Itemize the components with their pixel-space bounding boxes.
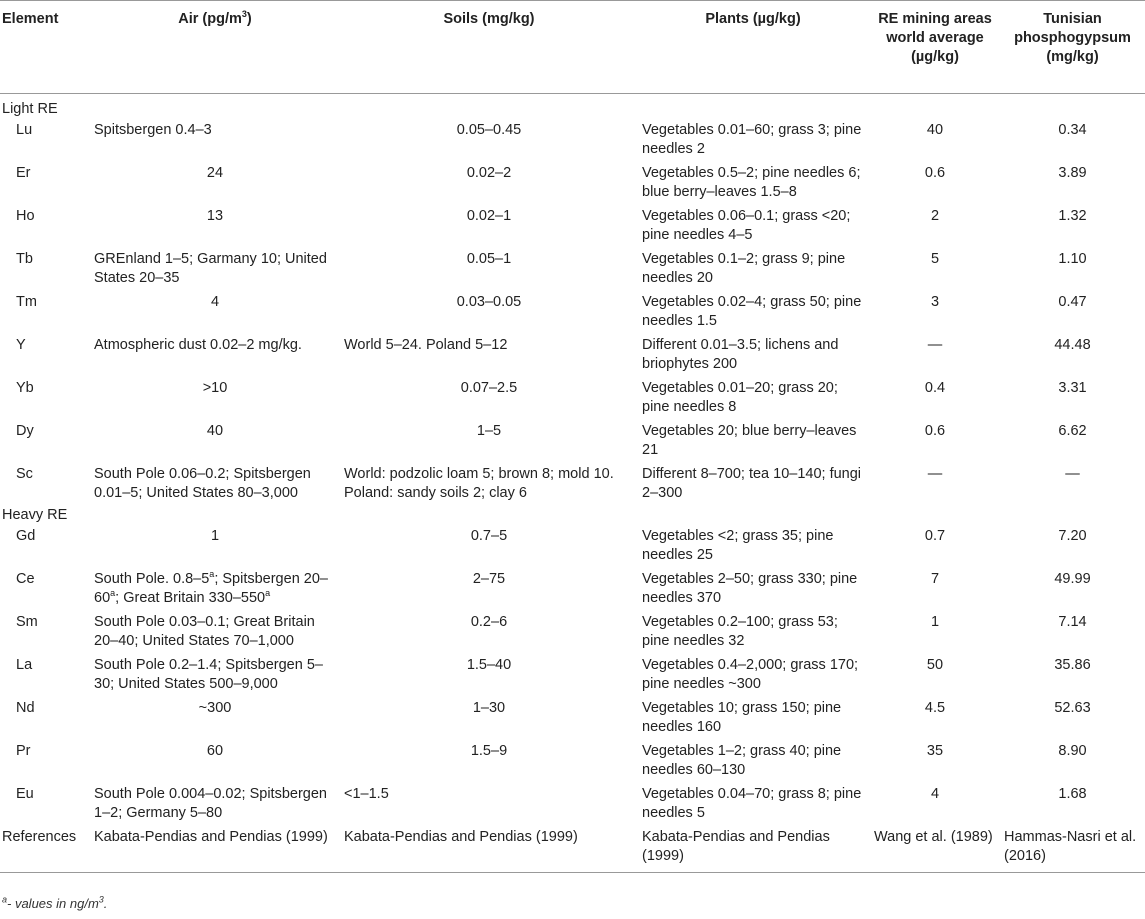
cell-re-mining: 40	[926, 122, 944, 138]
cell-re-mining: 5	[930, 251, 940, 267]
cell-re-mining: 0.6	[924, 423, 946, 439]
cell-tunisian: 3.89	[1058, 165, 1087, 181]
cell-plants: Vegetables 0.01–60; grass 3; pine needles 2	[642, 122, 862, 157]
cell-tunisian: 0.34	[1058, 122, 1087, 138]
table-body-heavy	[0, 506, 1145, 826]
table-row	[0, 740, 1145, 783]
cell-plants: Vegetables 2–50; grass 330; pine needles 370	[642, 571, 858, 606]
cell-air: 40	[206, 423, 224, 439]
cell-re-mining: 0.6	[924, 165, 946, 181]
cell-re-mining: 3	[930, 294, 940, 310]
cell-air: >10	[202, 380, 228, 396]
cell-element: Pr	[16, 743, 31, 759]
table-row	[0, 205, 1145, 248]
cell-tunisian: 49.99	[1054, 571, 1091, 587]
cell-plants: Different 0.01–3.5; lichens and briophytes 200	[642, 337, 839, 372]
cell-plants: Vegetables 0.06–0.1; grass <20; pine needles 4–5	[642, 208, 851, 243]
cell-plants: Vegetables 10; grass 150; pine needles 160	[642, 700, 842, 735]
cell-soils: 2–75	[472, 571, 506, 587]
cell-soils: 1–30	[472, 700, 506, 716]
cell-plants: Vegetables 0.5–2; pine needles 6; blue berry–leaves 1.5–8	[642, 165, 861, 200]
cell-air: 60	[206, 743, 224, 759]
cell-element: Tm	[16, 294, 37, 310]
cell-element: Ce	[16, 571, 35, 587]
cell-element: Y	[16, 337, 26, 353]
cell-soils: 0.05–1	[466, 251, 512, 267]
cell-air: 4	[210, 294, 220, 310]
cell-air: ~300	[198, 700, 232, 716]
cell-soils: <1–1.5	[344, 786, 389, 802]
cell-element: Tb	[16, 251, 33, 267]
header-soils: Soils (mg/kg)	[340, 1, 638, 94]
cell-plants: Vegetables 0.4–2,000; grass 170; pine needles ~300	[642, 657, 859, 692]
cell-re-mining: 0.4	[924, 380, 946, 396]
cell-element: Eu	[16, 786, 34, 802]
cell-air: Spitsbergen 0.4–3	[94, 122, 212, 138]
cell-air: South Pole 0.004–0.02; Spitsbergen 1–2; Germany 5–80	[94, 786, 327, 821]
table-row	[0, 525, 1145, 568]
cell-plants: Vegetables 0.1–2; grass 9; pine needles 20	[642, 251, 846, 286]
table-row	[0, 463, 1145, 506]
references-soils: Kabata-Pendias and Pendias (1999)	[340, 826, 638, 872]
cell-element: Lu	[16, 122, 33, 138]
cell-soils: 1–5	[476, 423, 502, 439]
cell-air: 1	[210, 528, 220, 544]
table-row	[0, 783, 1145, 826]
cell-plants: Vegetables 1–2; grass 40; pine needles 60–130	[642, 743, 842, 778]
cell-plants: Vegetables 0.02–4; grass 50; pine needles 1.5	[642, 294, 862, 329]
header-re-mining: RE mining areas world average (µg/kg)	[870, 1, 1000, 94]
cell-tunisian: —	[1065, 466, 1080, 482]
cell-air: 24	[206, 165, 224, 181]
cell-air: 13	[206, 208, 224, 224]
group-label-heavy: Heavy RE	[2, 507, 68, 523]
cell-re-mining: 2	[930, 208, 940, 224]
table-row	[0, 697, 1145, 740]
table-row	[0, 568, 1145, 611]
cell-tunisian: 1.10	[1058, 251, 1087, 267]
cell-re-mining: 35	[926, 743, 944, 759]
table-row	[0, 291, 1145, 334]
cell-air: South Pole. 0.8–5$^a$; Spitsbergen 20–60$^a$; Great Britain 330–550$^a$	[94, 569, 328, 606]
cell-re-mining: 4.5	[924, 700, 946, 716]
cell-re-mining: 1	[930, 614, 940, 630]
table-body	[0, 94, 1145, 507]
group-row-heavy	[0, 506, 1145, 525]
table-row	[0, 119, 1145, 162]
references-re: Wang et al. (1989)	[870, 826, 1000, 872]
table-row	[0, 420, 1145, 463]
cell-plants: Vegetables <2; grass 35; pine needles 25	[642, 528, 834, 563]
cell-tunisian: 52.63	[1054, 700, 1091, 716]
cell-element: Gd	[16, 528, 36, 544]
cell-element: La	[16, 657, 33, 673]
table-row	[0, 162, 1145, 205]
table-row	[0, 377, 1145, 420]
cell-air: South Pole 0.06–0.2; Spitsbergen 0.01–5; United States 80–3,000	[94, 466, 311, 501]
cell-tunisian: 8.90	[1058, 743, 1087, 759]
table-row	[0, 611, 1145, 654]
group-label-light: Light RE	[2, 101, 58, 117]
cell-soils: 0.02–1	[466, 208, 512, 224]
cell-plants: Vegetables 20; blue berry–leaves 21	[642, 423, 857, 458]
cell-element: Nd	[16, 700, 35, 716]
cell-element: Sm	[16, 614, 38, 630]
cell-soils: 0.03–0.05	[456, 294, 522, 310]
table-references	[0, 826, 1145, 872]
cell-soils: 1.5–9	[470, 743, 508, 759]
cell-soils: 0.7–5	[470, 528, 508, 544]
references-label: References	[0, 826, 90, 872]
cell-air: South Pole 0.03–0.1; Great Britain 20–40; United States 70–1,000	[94, 614, 315, 649]
cell-soils: 0.07–2.5	[460, 380, 518, 396]
table-header	[0, 1, 1145, 94]
table-row	[0, 334, 1145, 377]
references-air: Kabata-Pendias and Pendias (1999)	[90, 826, 340, 872]
header-tunisian: Tunisian phosphogypsum (mg/kg)	[1000, 1, 1145, 94]
header-plants: Plants (µg/kg)	[638, 1, 870, 94]
references-plants: Kabata-Pendias and Pendias (1999)	[638, 826, 870, 872]
cell-tunisian: 44.48	[1054, 337, 1091, 353]
cell-air: GREnland 1–5; Garmany 10; United States 20–35	[94, 251, 327, 286]
references-tunisian: Hammas-Nasri et al. (2016)	[1000, 826, 1145, 872]
cell-element: Sc	[16, 466, 33, 482]
cell-element: Dy	[16, 423, 34, 439]
header-air: Air $(pg/m^3)$	[90, 1, 340, 94]
cell-tunisian: 7.20	[1058, 528, 1087, 544]
cell-tunisian: 0.47	[1058, 294, 1087, 310]
cell-element: Ho	[16, 208, 35, 224]
table-row	[0, 654, 1145, 697]
cell-re-mining: 0.7	[924, 528, 946, 544]
cell-soils: World: podzolic loam 5; brown 8; mold 10. Poland: sandy soils 2; clay 6	[344, 466, 614, 501]
references-row	[0, 826, 1145, 872]
cell-tunisian: 35.86	[1054, 657, 1091, 673]
cell-tunisian: 3.31	[1058, 380, 1087, 396]
cell-plants: Vegetables 0.04–70; grass 8; pine needles 5	[642, 786, 862, 821]
cell-re-mining: 50	[926, 657, 944, 673]
cell-plants: Vegetables 0.01–20; grass 20; pine needles 8	[642, 380, 838, 415]
cell-soils: 1.5–40	[466, 657, 512, 673]
cell-tunisian: 1.68	[1058, 786, 1087, 802]
cell-soils: World 5–24. Poland 5–12	[344, 337, 508, 353]
cell-re-mining: —	[927, 466, 943, 482]
cell-soils: 0.02–2	[466, 165, 512, 181]
cell-re-mining: 4	[930, 786, 940, 802]
cell-re-mining: 7	[930, 571, 940, 587]
cell-soils: 0.2–6	[470, 614, 508, 630]
cell-re-mining: —	[927, 337, 943, 353]
cell-soils: 0.05–0.45	[456, 122, 522, 138]
group-row-light	[0, 94, 1145, 120]
cell-plants: Vegetables 0.2–100; grass 53; pine needles 32	[642, 614, 838, 649]
cell-air: Atmospheric dust 0.02–2 mg/kg.	[94, 337, 302, 353]
table-footnote: $^a$- values in $ng/m^3$.	[2, 894, 108, 911]
cell-tunisian: 1.32	[1058, 208, 1087, 224]
cell-tunisian: 6.62	[1058, 423, 1087, 439]
cell-plants: Different 8–700; tea 10–140; fungi 2–300	[642, 466, 862, 501]
header-element: Element	[0, 1, 90, 94]
cell-air: South Pole 0.2–1.4; Spitsbergen 5–30; United States 500–9,000	[94, 657, 323, 692]
cell-element: Yb	[16, 380, 34, 396]
cell-element: Er	[16, 165, 31, 181]
table-row	[0, 248, 1145, 291]
cell-tunisian: 7.14	[1058, 614, 1087, 630]
